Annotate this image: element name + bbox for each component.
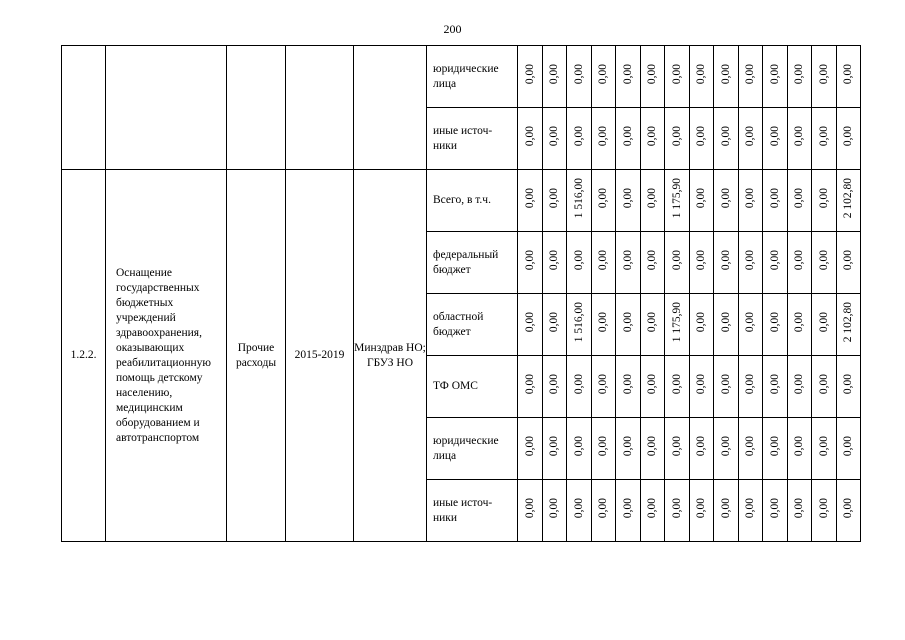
value-text: 0,00 xyxy=(572,125,585,147)
top-row-1-value-1 xyxy=(518,46,543,108)
item-row-6-value-10 xyxy=(739,480,763,542)
value-text: 0,00 xyxy=(793,187,805,209)
top-row-1-value-4 xyxy=(592,46,616,108)
expense-type: Прочие расходы xyxy=(227,170,286,542)
value-text: 0,00 xyxy=(670,435,683,457)
value-text: 0,00 xyxy=(793,311,805,333)
value-text: 0,00 xyxy=(768,63,781,85)
item-row-1-value-1 xyxy=(518,170,543,232)
item-row-6-value-2 xyxy=(543,480,567,542)
value-text: 0,00 xyxy=(646,125,658,147)
value-text: 0,00 xyxy=(572,249,585,271)
item-row-5-value-5 xyxy=(616,418,641,480)
item-row-4-value-5 xyxy=(616,356,641,418)
item-row-1-value-10 xyxy=(739,170,763,232)
item-row-4-value-2 xyxy=(543,356,567,418)
value-text: 0,00 xyxy=(817,311,830,333)
item-row-3-value-13 xyxy=(812,294,837,356)
item-row-5-value-3 xyxy=(567,418,592,480)
value-text: 0,00 xyxy=(621,125,634,147)
value-text: 0,00 xyxy=(523,435,536,457)
value-text: 0,00 xyxy=(719,63,732,85)
value-text: 0,00 xyxy=(695,63,707,85)
top-row-1-value-10 xyxy=(739,46,763,108)
value-text: 0,00 xyxy=(597,63,609,85)
value-text: 0,00 xyxy=(768,311,781,333)
item-row-2-value-6 xyxy=(641,232,665,294)
item-row-4-value-13 xyxy=(812,356,837,418)
value-text: 0,00 xyxy=(744,435,756,457)
value-text: 0,00 xyxy=(523,187,536,209)
item-row-1-value-12 xyxy=(788,170,812,232)
value-text: 0,00 xyxy=(548,187,560,209)
empty-cell-2 xyxy=(106,46,227,170)
top-row-1-value-9 xyxy=(714,46,739,108)
item-row-1-value-11 xyxy=(763,170,788,232)
value-text: 0,00 xyxy=(548,63,560,85)
value-text: 0,00 xyxy=(548,373,560,395)
item-row-4-value-7 xyxy=(665,356,690,418)
item-row-5-value-12 xyxy=(788,418,812,480)
value-text: 0,00 xyxy=(621,373,634,395)
item-row-4-value-11 xyxy=(763,356,788,418)
value-text: 2 102,80 xyxy=(842,177,854,219)
value-text: 0,00 xyxy=(768,497,781,519)
value-text: 0,00 xyxy=(670,63,683,85)
value-text: 0,00 xyxy=(719,125,732,147)
value-text: 0,00 xyxy=(646,311,658,333)
top-row-2-value-12 xyxy=(788,108,812,170)
value-text: 0,00 xyxy=(744,311,756,333)
value-text: 0,00 xyxy=(695,187,707,209)
value-text: 0,00 xyxy=(842,63,854,85)
value-text: 0,00 xyxy=(817,63,830,85)
item-row-3-value-8 xyxy=(690,294,714,356)
value-text: 0,00 xyxy=(572,435,585,457)
top-row-1-value-8 xyxy=(690,46,714,108)
value-text: 0,00 xyxy=(646,249,658,271)
top-row-1-value-6 xyxy=(641,46,665,108)
top-row-1-value-7 xyxy=(665,46,690,108)
value-text: 0,00 xyxy=(695,125,707,147)
value-text: 0,00 xyxy=(621,497,634,519)
top-row-2-value-14 xyxy=(837,108,861,170)
top-row-2-value-2 xyxy=(543,108,567,170)
budget-table xyxy=(61,45,861,542)
item-row-4-value-10 xyxy=(739,356,763,418)
value-text: 0,00 xyxy=(719,373,732,395)
item-row-5-value-9 xyxy=(714,418,739,480)
value-text: 0,00 xyxy=(744,497,756,519)
top-row-2-value-11 xyxy=(763,108,788,170)
empty-cell-3 xyxy=(227,46,286,170)
value-text: 0,00 xyxy=(842,497,854,519)
item-row-1-value-9 xyxy=(714,170,739,232)
value-text: 1 175,90 xyxy=(670,301,683,343)
item-row-6-value-4 xyxy=(592,480,616,542)
value-text: 0,00 xyxy=(548,249,560,271)
item-row-3-value-1 xyxy=(518,294,543,356)
value-text: 0,00 xyxy=(817,497,830,519)
value-text: 0,00 xyxy=(793,435,805,457)
value-text: 0,00 xyxy=(621,63,634,85)
value-text: 0,00 xyxy=(744,187,756,209)
item-row-6-value-8 xyxy=(690,480,714,542)
value-text: 0,00 xyxy=(523,373,536,395)
value-text: 2 102,80 xyxy=(842,301,854,343)
item-row-4-value-1 xyxy=(518,356,543,418)
value-text: 0,00 xyxy=(646,435,658,457)
value-text: 0,00 xyxy=(646,373,658,395)
value-text: 0,00 xyxy=(597,187,609,209)
item-row-2-value-2 xyxy=(543,232,567,294)
item-row-3-value-3 xyxy=(567,294,592,356)
value-text: 0,00 xyxy=(744,249,756,271)
value-text: 0,00 xyxy=(817,435,830,457)
value-text: 0,00 xyxy=(597,311,609,333)
item-row-3-value-4 xyxy=(592,294,616,356)
value-text: 0,00 xyxy=(670,125,683,147)
item-row-4-value-6 xyxy=(641,356,665,418)
item-row-6-value-3 xyxy=(567,480,592,542)
item-row-5-value-8 xyxy=(690,418,714,480)
item-row-4-value-8 xyxy=(690,356,714,418)
value-text: 0,00 xyxy=(793,373,805,395)
top-row-2-value-3 xyxy=(567,108,592,170)
item-row-2-value-13 xyxy=(812,232,837,294)
value-text: 0,00 xyxy=(646,497,658,519)
item-row-2-value-12 xyxy=(788,232,812,294)
top-row-2-value-1 xyxy=(518,108,543,170)
item-row-2-value-4 xyxy=(592,232,616,294)
value-text: 0,00 xyxy=(695,497,707,519)
value-text: 0,00 xyxy=(548,311,560,333)
item-row-4-value-3 xyxy=(567,356,592,418)
item-row-4-value-12 xyxy=(788,356,812,418)
value-text: 0,00 xyxy=(572,63,585,85)
value-text: 0,00 xyxy=(572,373,585,395)
item-row-6-value-7 xyxy=(665,480,690,542)
value-text: 0,00 xyxy=(548,125,560,147)
value-text: 0,00 xyxy=(597,497,609,519)
item-row-5-value-13 xyxy=(812,418,837,480)
value-text: 0,00 xyxy=(670,497,683,519)
value-text: 0,00 xyxy=(817,373,830,395)
empty-cell-5 xyxy=(354,46,427,170)
table-row xyxy=(62,170,861,232)
page-number: 200 xyxy=(443,22,462,36)
value-text: 0,00 xyxy=(817,187,830,209)
item-row-5-value-7 xyxy=(665,418,690,480)
value-text: 0,00 xyxy=(719,435,732,457)
value-text: 0,00 xyxy=(719,497,732,519)
top-row-2-value-9 xyxy=(714,108,739,170)
top-row-2-value-10 xyxy=(739,108,763,170)
item-row-3-value-5 xyxy=(616,294,641,356)
funding-source: юридические лица xyxy=(427,46,518,108)
item-row-6-value-9 xyxy=(714,480,739,542)
item-row-3-value-2 xyxy=(543,294,567,356)
top-row-1-value-5 xyxy=(616,46,641,108)
funding-source: ТФ ОМС xyxy=(427,356,518,418)
value-text: 0,00 xyxy=(597,249,609,271)
item-description: Оснащение государственных бюджетных учреждений здравоохранения, оказывающих реабилитационную помощь детскому населению, медицинским оборудованием и автотранспортом xyxy=(106,170,227,542)
item-row-6-value-13 xyxy=(812,480,837,542)
value-text: 0,00 xyxy=(695,435,707,457)
item-row-1-value-14 xyxy=(837,170,861,232)
item-row-5-value-6 xyxy=(641,418,665,480)
value-text: 0,00 xyxy=(548,497,560,519)
value-text: 0,00 xyxy=(621,311,634,333)
value-text: 1 516,00 xyxy=(572,301,585,343)
value-text: 0,00 xyxy=(817,125,830,147)
item-row-1-value-13 xyxy=(812,170,837,232)
value-text: 0,00 xyxy=(523,311,536,333)
value-text: 0,00 xyxy=(793,63,805,85)
value-text: 0,00 xyxy=(621,187,634,209)
top-row-2-value-5 xyxy=(616,108,641,170)
item-row-5-value-4 xyxy=(592,418,616,480)
value-text: 1 175,90 xyxy=(670,177,683,219)
top-row-2-value-8 xyxy=(690,108,714,170)
value-text: 0,00 xyxy=(670,249,683,271)
value-text: 0,00 xyxy=(842,373,854,395)
top-row-1-value-2 xyxy=(543,46,567,108)
item-row-5-value-11 xyxy=(763,418,788,480)
value-text: 0,00 xyxy=(621,249,634,271)
top-row-2-value-4 xyxy=(592,108,616,170)
value-text: 0,00 xyxy=(597,373,609,395)
top-row-2-value-6 xyxy=(641,108,665,170)
value-text: 0,00 xyxy=(695,249,707,271)
value-text: 0,00 xyxy=(817,249,830,271)
item-row-1-value-6 xyxy=(641,170,665,232)
value-text: 0,00 xyxy=(793,125,805,147)
top-row-1-value-11 xyxy=(763,46,788,108)
value-text: 0,00 xyxy=(719,311,732,333)
value-text: 0,00 xyxy=(719,187,732,209)
value-text: 0,00 xyxy=(768,249,781,271)
value-text: 0,00 xyxy=(744,125,756,147)
item-row-6-value-11 xyxy=(763,480,788,542)
item-row-2-value-7 xyxy=(665,232,690,294)
value-text: 0,00 xyxy=(719,249,732,271)
item-row-5-value-2 xyxy=(543,418,567,480)
top-row-1-value-3 xyxy=(567,46,592,108)
item-row-3-value-7 xyxy=(665,294,690,356)
funding-source: федеральный бюджет xyxy=(427,232,518,294)
item-row-6-value-5 xyxy=(616,480,641,542)
funding-source: юридические лица xyxy=(427,418,518,480)
value-text: 0,00 xyxy=(548,435,560,457)
funding-source: областной бюджет xyxy=(427,294,518,356)
top-row-2-value-13 xyxy=(812,108,837,170)
item-row-2-value-3 xyxy=(567,232,592,294)
item-row-2-value-8 xyxy=(690,232,714,294)
item-row-3-value-14 xyxy=(837,294,861,356)
value-text: 0,00 xyxy=(523,249,536,271)
item-row-6-value-14 xyxy=(837,480,861,542)
item-row-1-value-5 xyxy=(616,170,641,232)
value-text: 0,00 xyxy=(768,187,781,209)
value-text: 0,00 xyxy=(695,373,707,395)
value-text: 0,00 xyxy=(597,125,609,147)
empty-cell-4 xyxy=(286,46,354,170)
value-text: 0,00 xyxy=(670,373,683,395)
value-text: 0,00 xyxy=(597,435,609,457)
item-row-2-value-5 xyxy=(616,232,641,294)
funding-source: иные источ-ники xyxy=(427,480,518,542)
item-row-4-value-14 xyxy=(837,356,861,418)
value-text: 0,00 xyxy=(523,63,536,85)
value-text: 0,00 xyxy=(646,63,658,85)
value-text: 0,00 xyxy=(744,63,756,85)
item-row-2-value-14 xyxy=(837,232,861,294)
value-text: 0,00 xyxy=(621,435,634,457)
value-text: 1 516,00 xyxy=(572,177,585,219)
top-row-1-value-13 xyxy=(812,46,837,108)
value-text: 0,00 xyxy=(523,125,536,147)
item-row-2-value-10 xyxy=(739,232,763,294)
item-row-1-value-2 xyxy=(543,170,567,232)
value-text: 0,00 xyxy=(695,311,707,333)
value-text: 0,00 xyxy=(793,249,805,271)
value-text: 0,00 xyxy=(842,249,854,271)
item-row-2-value-9 xyxy=(714,232,739,294)
value-text: 0,00 xyxy=(793,497,805,519)
period: 2015-2019 xyxy=(286,170,354,542)
funding-source: иные источ-ники xyxy=(427,108,518,170)
item-row-6-value-1 xyxy=(518,480,543,542)
executor: Минздрав НО; ГБУЗ НО xyxy=(354,170,427,542)
item-row-1-value-3 xyxy=(567,170,592,232)
value-text: 0,00 xyxy=(523,497,536,519)
value-text: 0,00 xyxy=(572,497,585,519)
item-row-1-value-7 xyxy=(665,170,690,232)
value-text: 0,00 xyxy=(768,373,781,395)
table-row xyxy=(62,46,861,108)
empty-cell-1 xyxy=(62,46,106,170)
top-row-1-value-12 xyxy=(788,46,812,108)
item-row-1-value-4 xyxy=(592,170,616,232)
funding-source: Всего, в т.ч. xyxy=(427,170,518,232)
item-row-3-value-11 xyxy=(763,294,788,356)
item-row-3-value-6 xyxy=(641,294,665,356)
item-row-6-value-6 xyxy=(641,480,665,542)
item-row-5-value-14 xyxy=(837,418,861,480)
value-text: 0,00 xyxy=(768,125,781,147)
item-row-5-value-1 xyxy=(518,418,543,480)
item-row-1-value-8 xyxy=(690,170,714,232)
item-row-6-value-12 xyxy=(788,480,812,542)
value-text: 0,00 xyxy=(744,373,756,395)
value-text: 0,00 xyxy=(646,187,658,209)
item-row-4-value-9 xyxy=(714,356,739,418)
item-row-3-value-10 xyxy=(739,294,763,356)
item-row-2-value-11 xyxy=(763,232,788,294)
item-row-2-value-1 xyxy=(518,232,543,294)
item-row-4-value-4 xyxy=(592,356,616,418)
top-row-1-value-14 xyxy=(837,46,861,108)
item-number: 1.2.2. xyxy=(62,170,106,542)
value-text: 0,00 xyxy=(768,435,781,457)
item-row-3-value-9 xyxy=(714,294,739,356)
top-row-2-value-7 xyxy=(665,108,690,170)
value-text: 0,00 xyxy=(842,125,854,147)
item-row-5-value-10 xyxy=(739,418,763,480)
value-text: 0,00 xyxy=(842,435,854,457)
item-row-3-value-12 xyxy=(788,294,812,356)
